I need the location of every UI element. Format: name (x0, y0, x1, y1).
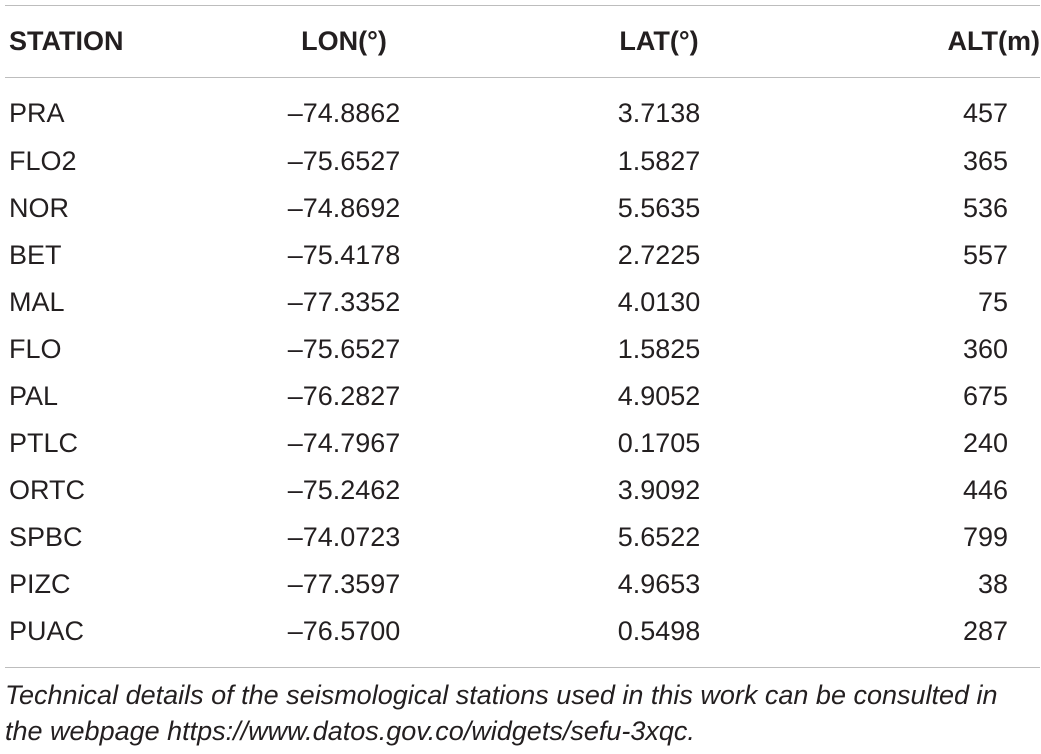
table-footnote: Technical details of the seismological stations used in this work can be consulted in the webpage https://www.datos.gov.co/widgets/sefu-3xqc. (5, 680, 998, 746)
cell-alt: 75 (977, 286, 1008, 317)
cell-lon: –76.5700 (194, 608, 494, 668)
cell-alt: 675 (962, 380, 1008, 411)
table-row (5, 326, 1040, 373)
cell-alt: 557 (962, 239, 1008, 270)
table-row (5, 514, 1040, 561)
cell-lat: 4.9653 (617, 568, 701, 599)
cell-lon: –74.7967 (287, 427, 401, 458)
cell-lat: 5.5635 (617, 192, 701, 223)
cell-lon: –75.2462 (287, 474, 401, 505)
cell-alt: 799 (962, 521, 1008, 552)
cell-station: MAL (9, 286, 65, 317)
cell-station: FLO (9, 333, 62, 364)
cell-lat: 2.7225 (617, 239, 701, 270)
cell-lon: –76.2827 (287, 380, 401, 411)
table-row (5, 561, 1040, 608)
header-lat: LAT(°) (494, 6, 824, 78)
cell-alt: 287 (824, 608, 1040, 668)
cell-lon: –75.6527 (287, 333, 401, 364)
cell-lon: –74.8692 (287, 192, 401, 223)
cell-lat: 3.7138 (617, 98, 701, 129)
cell-lon: –74.0723 (287, 521, 401, 552)
header-alt: ALT(m) (824, 6, 1040, 78)
cell-lon: –75.4178 (287, 239, 401, 270)
table-row (5, 78, 1040, 138)
cell-alt: 360 (962, 333, 1008, 364)
table-row (5, 608, 1040, 668)
cell-lat: 5.6522 (617, 521, 701, 552)
table-row (5, 420, 1040, 467)
cell-lon: –74.8862 (287, 98, 401, 129)
cell-station: PIZC (9, 568, 71, 599)
cell-lat: 0.5498 (494, 608, 824, 668)
cell-station: NOR (9, 192, 69, 223)
cell-lat: 0.1705 (617, 427, 701, 458)
cell-lat: 3.9092 (617, 474, 701, 505)
cell-station: FLO2 (9, 145, 77, 176)
stations-table-container (5, 5, 1040, 668)
table-body (5, 78, 1040, 668)
cell-alt: 446 (962, 474, 1008, 505)
cell-station: SPBC (9, 521, 83, 552)
table-row (5, 185, 1040, 232)
cell-lon: –77.3597 (287, 568, 401, 599)
table-header (5, 6, 1040, 78)
header-station: STATION (5, 6, 194, 78)
cell-lat: 1.5825 (617, 333, 701, 364)
cell-alt: 38 (977, 568, 1008, 599)
table-row (5, 232, 1040, 279)
cell-lon: –77.3352 (287, 286, 401, 317)
cell-station: PTLC (9, 427, 79, 458)
cell-station: PUAC (5, 608, 194, 668)
cell-station: ORTC (9, 474, 86, 505)
header-row (5, 6, 1040, 78)
table-row (5, 467, 1040, 514)
cell-lon: –75.6527 (287, 145, 401, 176)
header-lon: LON(°) (194, 6, 494, 78)
table-row (5, 138, 1040, 185)
cell-lat: 4.9052 (617, 380, 701, 411)
cell-station: BET (9, 239, 62, 270)
stations-table (5, 5, 1040, 668)
cell-station: PAL (9, 380, 59, 411)
cell-lat: 4.0130 (617, 286, 701, 317)
table-row (5, 279, 1040, 326)
cell-alt: 457 (962, 98, 1008, 129)
cell-alt: 240 (962, 427, 1008, 458)
cell-alt: 365 (962, 145, 1008, 176)
cell-lat: 1.5827 (617, 145, 701, 176)
cell-alt: 536 (962, 192, 1008, 223)
table-row (5, 373, 1040, 420)
cell-station: PRA (9, 98, 65, 129)
